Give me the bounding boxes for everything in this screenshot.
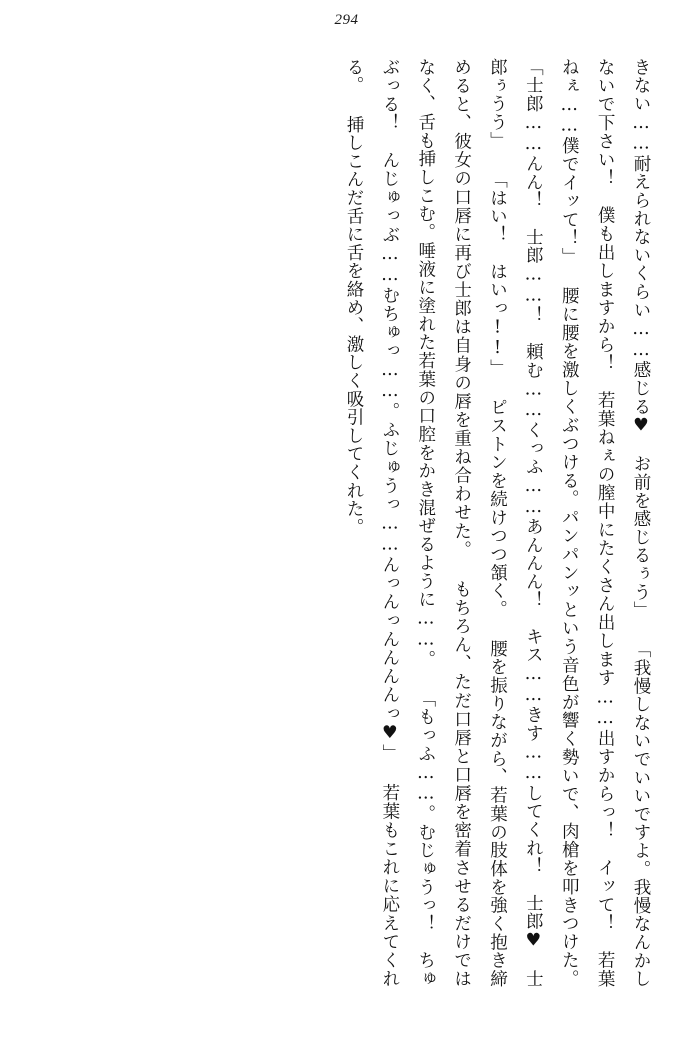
- body-paragraph: きない……耐えられないくらい……感じる♥ お前を感じるぅう」 「我慢しないでいいですよ。我慢なんかしないで下さい！ 僕も出しますから！ 若葉ねぇの膣中にたくさん出します……出すからっ！ イッて！ 若葉ねぇ……僕でイッて！」 腰に腰を激しくぶつける。パンパンッという音色が響く勢いで、肉槍を叩きつけた。 「士郎……んん！ 士郎……！ 頼む……くっふ……あんんん！ キス……きす……してくれ！ 士郎♥ 士郎ぅうう」 「はい！ はいっ!!」 ピストンを続けつつ頷く。 腰を振りながら、若葉の肢体を強く抱き締めると、彼女の口唇に再び士郎は自身の唇を重ね合わせた。 もちろん、ただ口唇と口唇を密着させるだけではなく、舌も挿しこむ。唾液に塗れた若葉の口腔をかき混ぜるように……。 「もっふ……。むじゅうっ！ ちゅぶっる！ んじゅっぶ……むちゅっ……。ふじゅうっ……んっんっんんんんっ♥」 若葉もこれに応えてくれる。 挿しこんだ舌に舌を絡め、激しく吸引してくれた。: [344, 58, 651, 988]
- page-body-text: [40, 58, 658, 988]
- page-number: 294: [334, 12, 359, 28]
